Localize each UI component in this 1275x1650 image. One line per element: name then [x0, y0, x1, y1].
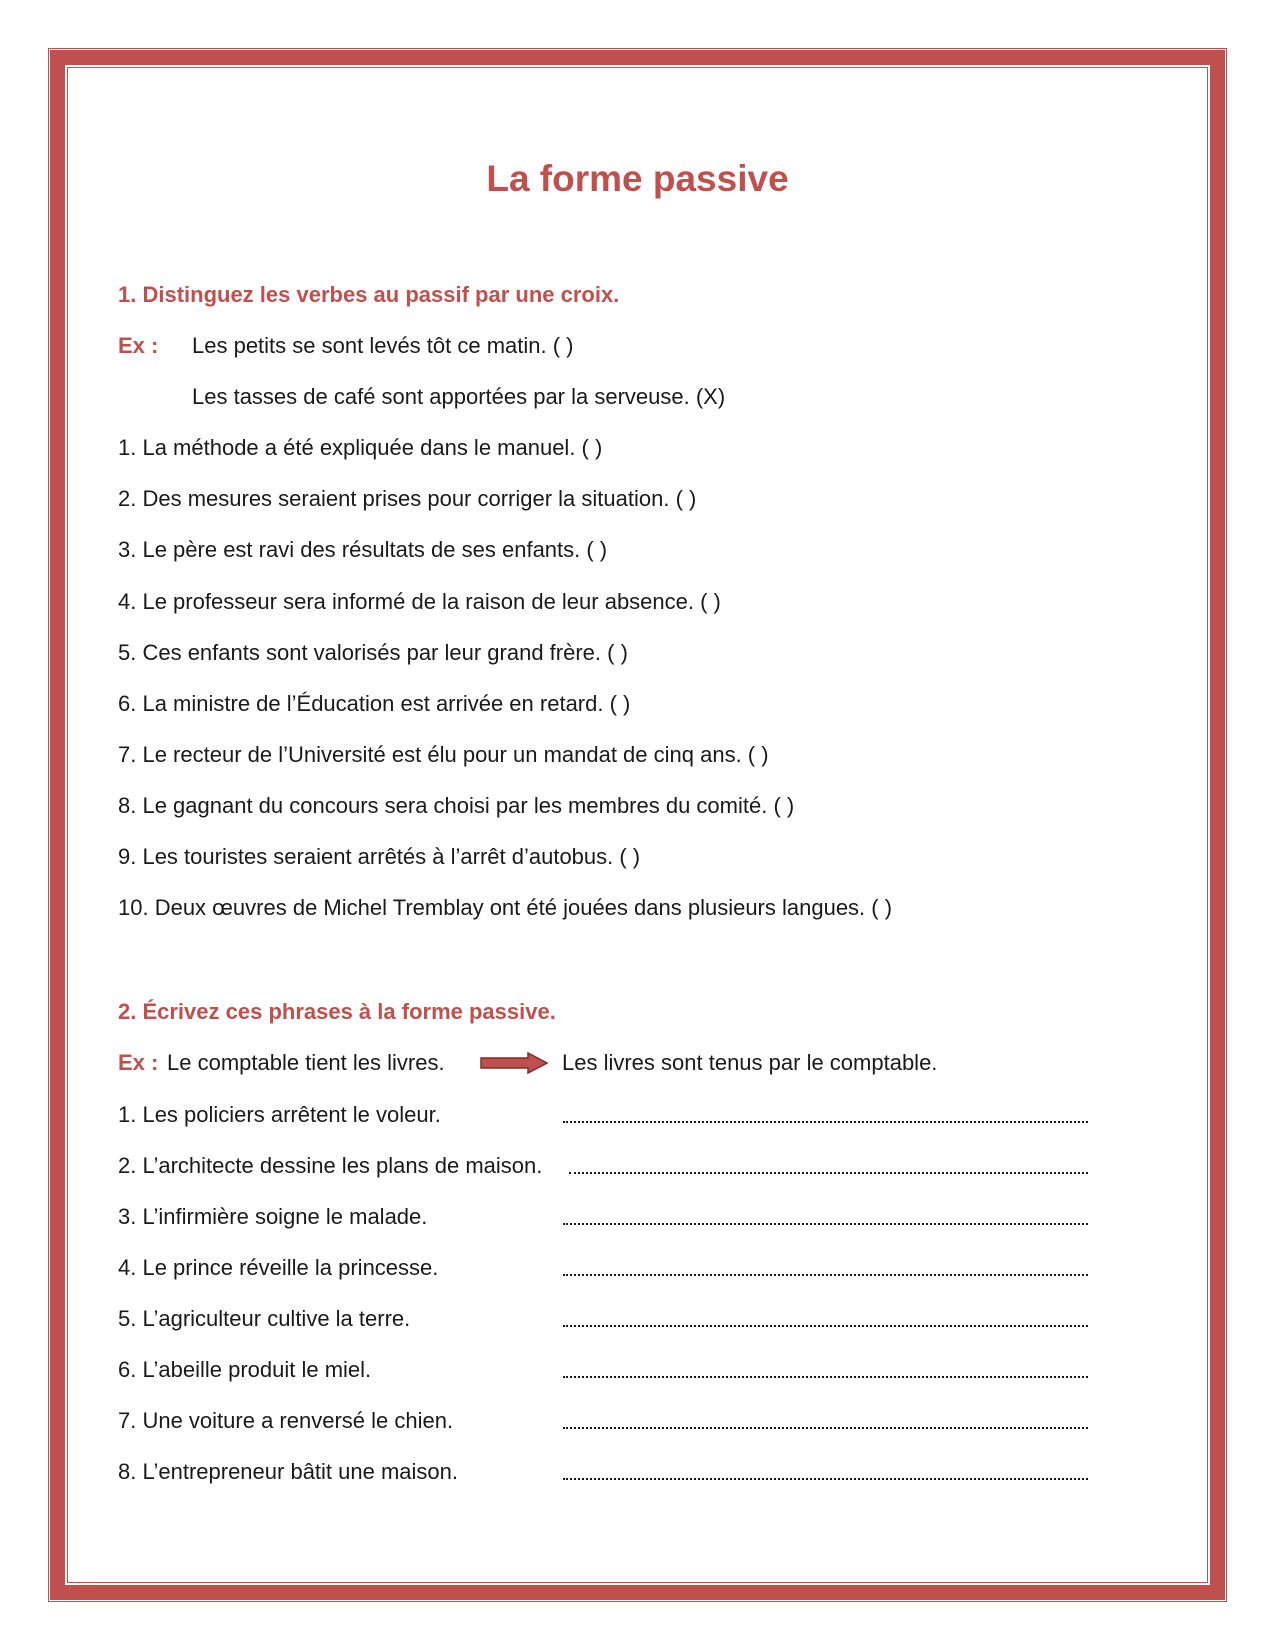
section2-item-3: 3. L’infirmière soigne le malade. — [118, 1204, 428, 1229]
section2-item-2: 2. L’architecte dessine les plans de maison. — [118, 1153, 543, 1178]
section1-item-8: 8. Le gagnant du concours sera choisi par les membres du comité. ( ) — [118, 793, 795, 818]
answer-line-3[interactable] — [563, 1221, 1088, 1225]
section2-heading: 2. Écrivez ces phrases à la forme passive. — [118, 999, 556, 1024]
section2-item-7: 7. Une voiture a renversé le chien. — [118, 1408, 454, 1433]
section2-item-4: 4. Le prince réveille la princesse. — [118, 1255, 439, 1280]
section1-ex-label: Ex : — [118, 333, 159, 358]
section2-item-5: 5. L’agriculteur cultive la terre. — [118, 1306, 411, 1331]
section1-heading: 1. Distinguez les verbes au passif par une croix. — [118, 282, 620, 307]
section1-item-9: 9. Les touristes seraient arrêtés à l’arrêt d’autobus. ( ) — [118, 844, 641, 869]
page-title: La forme passive — [486, 158, 789, 199]
answer-line-7[interactable] — [563, 1425, 1088, 1429]
section1-item-1: 1. La méthode a été expliquée dans le manuel. ( ) — [118, 435, 603, 460]
section1-item-2: 2. Des mesures seraient prises pour corriger la situation. ( ) — [118, 486, 697, 511]
section1-example-2: Les tasses de café sont apportées par la serveuse. (X) — [192, 384, 726, 409]
answer-line-5[interactable] — [563, 1323, 1088, 1327]
answer-line-6[interactable] — [563, 1374, 1088, 1378]
answer-line-4[interactable] — [563, 1272, 1088, 1276]
section2-ex-label: Ex : — [118, 1050, 159, 1075]
right-arrow-icon — [480, 1052, 548, 1074]
answer-line-1[interactable] — [563, 1119, 1088, 1123]
section1-item-4: 4. Le professeur sera informé de la raison de leur absence. ( ) — [118, 589, 721, 614]
answer-line-8[interactable] — [563, 1476, 1088, 1480]
section1-item-3: 3. Le père est ravi des résultats de ses enfants. ( ) — [118, 537, 608, 562]
section1-item-10: 10. Deux œuvres de Michel Tremblay ont été jouées dans plusieurs langues. ( ) — [118, 895, 893, 920]
section2-item-8: 8. L’entrepreneur bâtit une maison. — [118, 1459, 459, 1484]
section1-item-7: 7. Le recteur de l’Université est élu pour un mandat de cinq ans. ( ) — [118, 742, 769, 767]
section2-item-1: 1. Les policiers arrêtent le voleur. — [118, 1102, 441, 1127]
section1-item-6: 6. La ministre de l’Éducation est arrivée en retard. ( ) — [118, 691, 631, 716]
answer-line-2[interactable] — [569, 1170, 1088, 1174]
section1-example-1: Les petits se sont levés tôt ce matin. ( ) — [192, 333, 574, 358]
section1-item-5: 5. Ces enfants sont valorisés par leur grand frère. ( ) — [118, 640, 628, 665]
section2-ex-active: Le comptable tient les livres. — [167, 1050, 445, 1075]
section2-ex-passive: Les livres sont tenus par le comptable. — [562, 1050, 938, 1075]
section2-item-6: 6. L’abeille produit le miel. — [118, 1357, 372, 1382]
